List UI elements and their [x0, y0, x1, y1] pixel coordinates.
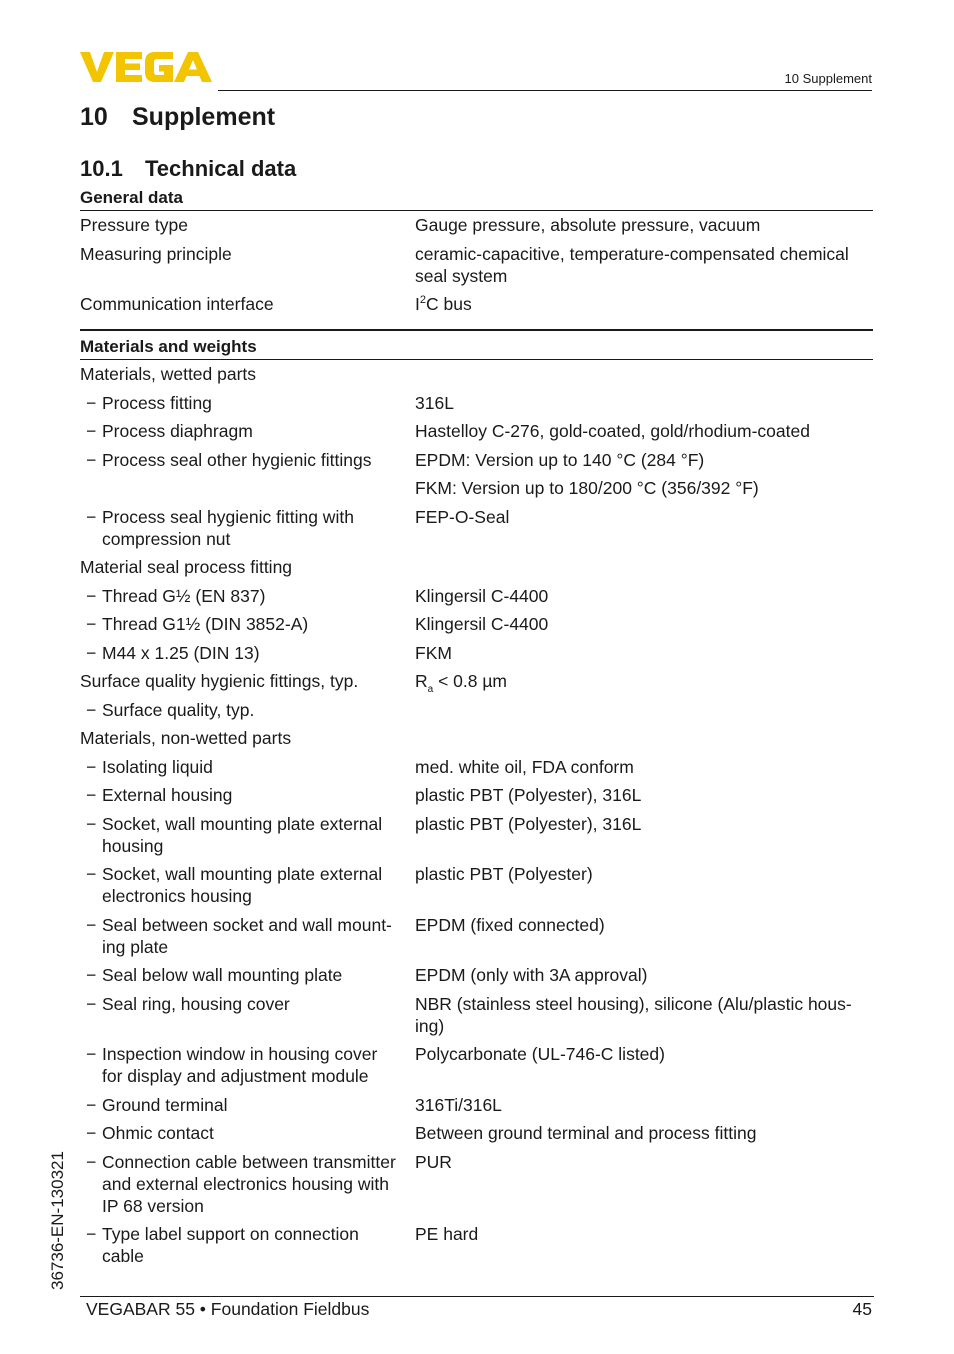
chapter-title-text: Supplement [132, 103, 276, 131]
vega-logo [80, 50, 212, 84]
row-non-wetted-parts: Materials, non-wetted parts [80, 728, 292, 748]
logo-letter-e [116, 52, 142, 82]
row-socket-housing: − Socket, wall mounting plate external housing plastic PBT (Polyester), 316L [86, 813, 642, 856]
row-communication-interface: Communication interface $I^2C$ bus [80, 294, 472, 314]
footer-product: VEGABAR 55 • Foundation Fieldbus [86, 1299, 370, 1319]
row-seal-socket-wall: − Seal between socket and wall mount- ing plate EPDM (fixed connected) [86, 914, 605, 957]
row-connection-cable: − Connection cable between transmitter and external electronics housing with IP 68 version PUR [86, 1151, 452, 1216]
section-title-text: Technical data [145, 156, 297, 181]
row-surface-quality: Surface quality hygienic fittings, typ. $R_a < 0.8$ µm [80, 671, 507, 695]
row-isolating-liquid: − Isolating liquid med. white oil, FDA conform [86, 756, 634, 777]
row-wetted-parts: Materials, wetted parts [80, 364, 257, 384]
row-seal-below-plate: − Seal below wall mounting plate EPDM (only with 3A approval) [86, 965, 648, 985]
row-external-housing: − External housing plastic PBT (Polyester), 316L [86, 785, 642, 805]
row-type-label-support: − Type label support on connection cable PE hard [86, 1224, 479, 1266]
running-header: 10 Supplement [784, 71, 872, 86]
general-data-table [80, 187, 873, 315]
footer-rule [80, 1296, 874, 1297]
materials-heading: Materials and weights [80, 329, 873, 359]
row-process-seal-other: − Process seal other hygienic fittings EPDM: Version up to 140 °C (284 °F) FKM: Version up to 180/200 °C (356/392 °F) [86, 449, 759, 498]
row-pressure-type: Pressure type Gauge pressure, absolute pressure, vacuum [80, 215, 761, 235]
row-thread-g12: − Thread G½ (EN 837) Klingersil C-4400 [86, 585, 549, 606]
row-process-fitting: − Process fitting 316L [86, 392, 454, 413]
chapter-number: 10 [80, 103, 108, 131]
row-process-seal-hygienic: − Process seal hygienic fitting with compression nut FEP-O-Seal [86, 506, 510, 549]
row-seal-ring: − Seal ring, housing cover NBR (stainless steel housing), silicone (Alu/plastic hous- ing) [86, 993, 852, 1036]
materials-table [80, 329, 873, 1267]
general-data-heading: General data [80, 188, 183, 207]
logo-letter-v [80, 52, 114, 82]
row-inspection-window: − Inspection window in housing cover for display and adjustment module Polycarbonate (UL-746-C listed) [86, 1044, 665, 1086]
page-number: 45 [852, 1299, 872, 1319]
materials-rule [80, 359, 873, 360]
chapter-title [80, 103, 275, 132]
row-ohmic-contact: − Ohmic contact Between ground terminal and process fitting [86, 1123, 757, 1143]
row-ground-terminal: − Ground terminal 316Ti/316L [86, 1094, 502, 1115]
row-m44: − M44 x 1.25 (DIN 13) FKM [86, 642, 452, 663]
row-thread-g112: − Thread G1½ (DIN 3852-A) Klingersil C-4400 [86, 614, 549, 634]
row-seal-process-fitting: Material seal process fitting [80, 557, 293, 577]
section-number: 10.1 [80, 156, 123, 181]
section-title [80, 156, 296, 182]
row-measuring-principle: Measuring principle ceramic-capacitive, temperature-compensated chemical seal system [80, 244, 849, 286]
row-socket-electronics: − Socket, wall mounting plate external electronics housing plastic PBT (Polyester) [86, 864, 593, 906]
document-id: 36736-EN-130321 [48, 1151, 67, 1290]
header-rule [218, 90, 872, 91]
row-surface-quality-typ: − Surface quality, typ. [86, 699, 255, 720]
general-data-rule [80, 210, 873, 211]
logo-letter-g [145, 52, 173, 82]
row-process-diaphragm: − Process diaphragm Hastelloy C-276, gold-coated, gold/rhodium-coated [86, 421, 810, 441]
